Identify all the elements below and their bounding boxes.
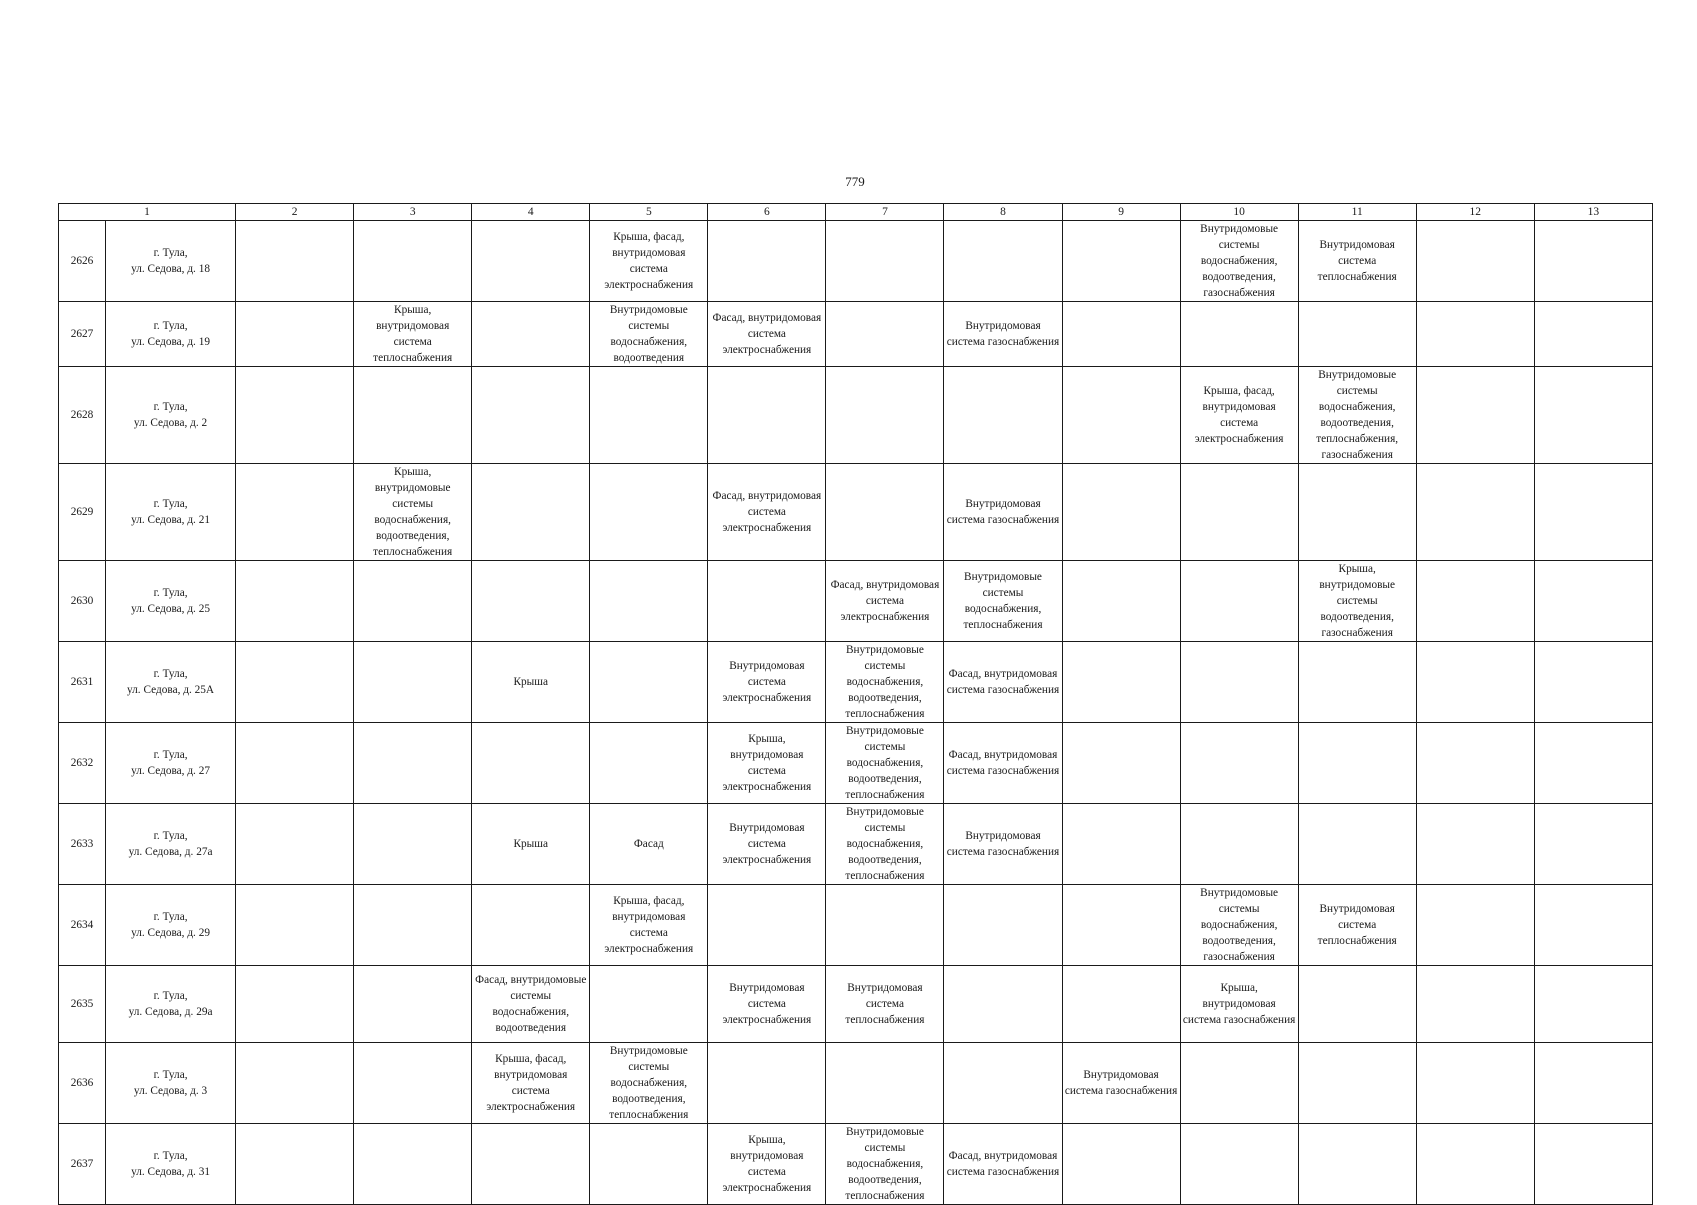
work-cell-col-3 (354, 1043, 472, 1124)
work-cell-col-3: Крыша, внутридомовая система теплоснабжения (354, 302, 472, 367)
work-cell-col-2 (236, 302, 354, 367)
address-street: ул. Седова, д. 18 (131, 263, 211, 275)
work-cell-col-5: Крыша, фасад, внутридомовая система электроснабжения (590, 221, 708, 302)
work-cell-col-9 (1062, 804, 1180, 885)
work-cell-col-4 (472, 1124, 590, 1205)
work-cell-col-2 (236, 642, 354, 723)
work-cell-col-5 (590, 642, 708, 723)
work-cell-col-13 (1534, 302, 1652, 367)
table-row (59, 804, 1653, 885)
work-cell-col-13 (1534, 221, 1652, 302)
work-cell-col-13 (1534, 561, 1652, 642)
address-city: г. Тула, (153, 1150, 188, 1162)
address-city: г. Тула, (153, 587, 188, 599)
address-cell (106, 1043, 236, 1124)
repair-schedule-table (58, 203, 1653, 1205)
work-cell-col-3 (354, 885, 472, 966)
work-cell-col-7 (826, 221, 944, 302)
row-number: 2628 (59, 367, 106, 464)
table-row (59, 642, 1653, 723)
address-city: г. Тула, (153, 830, 188, 842)
work-cell-col-11 (1298, 966, 1416, 1043)
address-cell (106, 561, 236, 642)
work-cell-col-6 (708, 221, 826, 302)
work-cell-col-7: Внутридомовые системы водоснабжения, водоотведения, теплоснабжения (826, 804, 944, 885)
address-city: г. Тула, (153, 668, 188, 680)
work-cell-col-7: Внутридомовые системы водоснабжения, водоотведения, теплоснабжения (826, 642, 944, 723)
work-cell-col-7: Внутридомовые системы водоснабжения, водоотведения, теплоснабжения (826, 1124, 944, 1205)
address-city: г. Тула, (153, 247, 188, 259)
work-cell-col-3 (354, 966, 472, 1043)
work-cell-col-8: Фасад, внутридомовая система газоснабжения (944, 642, 1062, 723)
address-street: ул. Седова, д. 29 (131, 927, 211, 939)
work-cell-col-6: Внутридомовая система электроснабжения (708, 804, 826, 885)
work-cell-col-12 (1416, 561, 1534, 642)
address-street: ул. Седова, д. 3 (133, 1085, 208, 1097)
work-cell-col-2 (236, 1043, 354, 1124)
row-number: 2627 (59, 302, 106, 367)
address-cell (106, 302, 236, 367)
column-header: 4 (472, 204, 590, 221)
work-cell-col-11 (1298, 804, 1416, 885)
work-cell-col-13 (1534, 367, 1652, 464)
column-number-row (59, 204, 1653, 221)
work-cell-col-11: Внутридомовая система теплоснабжения (1298, 885, 1416, 966)
work-cell-col-10 (1180, 1043, 1298, 1124)
work-cell-col-5 (590, 966, 708, 1043)
work-cell-col-6: Фасад, внутридомовая система электроснабжения (708, 302, 826, 367)
work-cell-col-2 (236, 885, 354, 966)
work-cell-col-11: Крыша, внутридомовые системы водоотведения, газоснабжения (1298, 561, 1416, 642)
work-cell-col-5 (590, 723, 708, 804)
work-cell-col-3 (354, 723, 472, 804)
table-body (59, 221, 1653, 1205)
work-cell-col-4 (472, 302, 590, 367)
address-street: ул. Седова, д. 31 (131, 1166, 211, 1178)
work-cell-col-11 (1298, 1124, 1416, 1205)
work-cell-col-9 (1062, 885, 1180, 966)
work-cell-col-6: Крыша, внутридомовая система электроснабжения (708, 723, 826, 804)
work-cell-col-10: Внутридомовые системы водоснабжения, водоотведения, газоснабжения (1180, 885, 1298, 966)
address-city: г. Тула, (153, 401, 188, 413)
work-cell-col-8: Внутридомовая система газоснабжения (944, 302, 1062, 367)
column-header: 13 (1534, 204, 1652, 221)
work-cell-col-12 (1416, 367, 1534, 464)
column-header: 6 (708, 204, 826, 221)
work-cell-col-5: Фасад (590, 804, 708, 885)
work-cell-col-4 (472, 561, 590, 642)
work-cell-col-2 (236, 367, 354, 464)
work-cell-col-9: Внутридомовая система газоснабжения (1062, 1043, 1180, 1124)
work-cell-col-2 (236, 804, 354, 885)
work-cell-col-3 (354, 1124, 472, 1205)
address-city: г. Тула, (153, 990, 188, 1002)
address-city: г. Тула, (153, 498, 188, 510)
address-cell (106, 1124, 236, 1205)
work-cell-col-3 (354, 804, 472, 885)
row-number: 2631 (59, 642, 106, 723)
work-cell-col-4: Крыша (472, 804, 590, 885)
column-header: 8 (944, 204, 1062, 221)
work-cell-col-12 (1416, 302, 1534, 367)
column-header: 1 (59, 204, 236, 221)
work-cell-col-5 (590, 464, 708, 561)
address-street: ул. Седова, д. 19 (131, 336, 211, 348)
work-cell-col-13 (1534, 1043, 1652, 1124)
work-cell-col-13 (1534, 804, 1652, 885)
work-cell-col-13 (1534, 723, 1652, 804)
work-cell-col-7 (826, 885, 944, 966)
work-cell-col-2 (236, 1124, 354, 1205)
work-cell-col-12 (1416, 642, 1534, 723)
address-street: ул. Седова, д. 21 (131, 514, 211, 526)
work-cell-col-3 (354, 561, 472, 642)
work-cell-col-11 (1298, 464, 1416, 561)
work-cell-col-12 (1416, 804, 1534, 885)
work-cell-col-3 (354, 367, 472, 464)
address-city: г. Тула, (153, 1069, 188, 1081)
address-street: ул. Седова, д. 27 (131, 765, 211, 777)
work-cell-col-8: Внутридомовая система газоснабжения (944, 464, 1062, 561)
work-cell-col-12 (1416, 1043, 1534, 1124)
table-row (59, 1124, 1653, 1205)
address-cell (106, 804, 236, 885)
work-cell-col-7 (826, 302, 944, 367)
address-street: ул. Седова, д. 2 (133, 417, 208, 429)
address-cell (106, 885, 236, 966)
work-cell-col-10 (1180, 1124, 1298, 1205)
work-cell-col-8: Внутридомовая система газоснабжения (944, 804, 1062, 885)
work-cell-col-8 (944, 367, 1062, 464)
work-cell-col-5 (590, 1124, 708, 1205)
table-row (59, 1043, 1653, 1124)
work-cell-col-2 (236, 464, 354, 561)
row-number: 2635 (59, 966, 106, 1043)
work-cell-col-4 (472, 367, 590, 464)
address-city: г. Тула, (153, 320, 188, 332)
work-cell-col-4: Фасад, внутридомовые системы водоснабжения, водоотведения (472, 966, 590, 1043)
work-cell-col-10 (1180, 302, 1298, 367)
work-cell-col-8: Внутридомовые системы водоснабжения, теплоснабжения (944, 561, 1062, 642)
column-header: 7 (826, 204, 944, 221)
work-cell-col-13 (1534, 966, 1652, 1043)
work-cell-col-11 (1298, 302, 1416, 367)
work-cell-col-10 (1180, 723, 1298, 804)
table-row (59, 464, 1653, 561)
work-cell-col-3: Крыша, внутридомовые системы водоснабжения, водоотведения, теплоснабжения (354, 464, 472, 561)
work-cell-col-4 (472, 723, 590, 804)
work-cell-col-8 (944, 885, 1062, 966)
column-header: 3 (354, 204, 472, 221)
work-cell-col-10 (1180, 642, 1298, 723)
work-cell-col-12 (1416, 885, 1534, 966)
address-street: ул. Седова, д. 27а (128, 846, 213, 858)
work-cell-col-7: Фасад, внутридомовая система электроснабжения (826, 561, 944, 642)
work-cell-col-10: Крыша, внутридомовая система газоснабжения (1180, 966, 1298, 1043)
work-cell-col-10 (1180, 561, 1298, 642)
work-cell-col-9 (1062, 367, 1180, 464)
address-cell (106, 966, 236, 1043)
table-row (59, 723, 1653, 804)
work-cell-col-7 (826, 367, 944, 464)
work-cell-col-6: Внутридомовая система электроснабжения (708, 966, 826, 1043)
address-street: ул. Седова, д. 25 (131, 603, 211, 615)
work-cell-col-6: Фасад, внутридомовая система электроснабжения (708, 464, 826, 561)
address-street: ул. Седова, д. 25А (127, 684, 215, 696)
work-cell-col-9 (1062, 966, 1180, 1043)
table-row (59, 367, 1653, 464)
work-cell-col-6 (708, 367, 826, 464)
row-number: 2632 (59, 723, 106, 804)
work-cell-col-6 (708, 1043, 826, 1124)
work-cell-col-6: Внутридомовая система электроснабжения (708, 642, 826, 723)
work-cell-col-13 (1534, 642, 1652, 723)
column-header: 9 (1062, 204, 1180, 221)
work-cell-col-12 (1416, 966, 1534, 1043)
work-cell-col-6 (708, 561, 826, 642)
work-cell-col-7: Внутридомовая система теплоснабжения (826, 966, 944, 1043)
work-cell-col-12 (1416, 1124, 1534, 1205)
column-header: 12 (1416, 204, 1534, 221)
work-cell-col-9 (1062, 302, 1180, 367)
work-cell-col-5: Внутридомовые системы водоснабжения, водоотведения, теплоснабжения (590, 1043, 708, 1124)
work-cell-col-3 (354, 642, 472, 723)
work-cell-col-12 (1416, 464, 1534, 561)
work-cell-col-9 (1062, 464, 1180, 561)
work-cell-col-4: Крыша (472, 642, 590, 723)
row-number: 2636 (59, 1043, 106, 1124)
address-city: г. Тула, (153, 911, 188, 923)
row-number: 2626 (59, 221, 106, 302)
address-cell (106, 642, 236, 723)
row-number: 2633 (59, 804, 106, 885)
work-cell-col-9 (1062, 723, 1180, 804)
work-cell-col-11: Внутридомовая система теплоснабжения (1298, 221, 1416, 302)
work-cell-col-5 (590, 561, 708, 642)
address-city: г. Тула, (153, 749, 188, 761)
work-cell-col-5: Крыша, фасад, внутридомовая система электроснабжения (590, 885, 708, 966)
work-cell-col-10 (1180, 464, 1298, 561)
table-row (59, 221, 1653, 302)
work-cell-col-13 (1534, 1124, 1652, 1205)
work-cell-col-4 (472, 464, 590, 561)
column-header: 11 (1298, 204, 1416, 221)
work-cell-col-9 (1062, 642, 1180, 723)
work-cell-col-11 (1298, 1043, 1416, 1124)
address-cell (106, 464, 236, 561)
row-number: 2637 (59, 1124, 106, 1205)
work-cell-col-4 (472, 885, 590, 966)
work-cell-col-13 (1534, 464, 1652, 561)
address-street: ул. Седова, д. 29а (128, 1006, 213, 1018)
work-cell-col-9 (1062, 1124, 1180, 1205)
work-cell-col-8 (944, 221, 1062, 302)
work-cell-col-11 (1298, 642, 1416, 723)
work-cell-col-6: Крыша, внутридомовая система электроснабжения (708, 1124, 826, 1205)
column-header: 10 (1180, 204, 1298, 221)
work-cell-col-10: Внутридомовые системы водоснабжения, водоотведения, газоснабжения (1180, 221, 1298, 302)
table-row (59, 966, 1653, 1043)
table-row (59, 561, 1653, 642)
column-header: 5 (590, 204, 708, 221)
work-cell-col-13 (1534, 885, 1652, 966)
work-cell-col-3 (354, 221, 472, 302)
row-number: 2629 (59, 464, 106, 561)
row-number: 2630 (59, 561, 106, 642)
address-cell (106, 723, 236, 804)
work-cell-col-2 (236, 561, 354, 642)
work-cell-col-12 (1416, 723, 1534, 804)
work-cell-col-8 (944, 1043, 1062, 1124)
work-cell-col-10 (1180, 804, 1298, 885)
work-cell-col-7 (826, 1043, 944, 1124)
page-number: 779 (845, 174, 865, 189)
row-number: 2634 (59, 885, 106, 966)
table-row (59, 302, 1653, 367)
work-cell-col-8: Фасад, внутридомовая система газоснабжения (944, 1124, 1062, 1205)
work-cell-col-9 (1062, 221, 1180, 302)
work-cell-col-11 (1298, 723, 1416, 804)
work-cell-col-11: Внутридомовые системы водоснабжения, водоотведения, теплоснабжения, газоснабжения (1298, 367, 1416, 464)
work-cell-col-12 (1416, 221, 1534, 302)
address-cell (106, 367, 236, 464)
work-cell-col-8: Фасад, внутридомовая система газоснабжения (944, 723, 1062, 804)
work-cell-col-4: Крыша, фасад, внутридомовая система электроснабжения (472, 1043, 590, 1124)
work-cell-col-5 (590, 367, 708, 464)
work-cell-col-2 (236, 221, 354, 302)
table-row (59, 885, 1653, 966)
work-cell-col-9 (1062, 561, 1180, 642)
work-cell-col-2 (236, 966, 354, 1043)
work-cell-col-6 (708, 885, 826, 966)
column-header: 2 (236, 204, 354, 221)
work-cell-col-10: Крыша, фасад, внутридомовая система электроснабжения (1180, 367, 1298, 464)
work-cell-col-7: Внутридомовые системы водоснабжения, водоотведения, теплоснабжения (826, 723, 944, 804)
work-cell-col-8 (944, 966, 1062, 1043)
address-cell (106, 221, 236, 302)
work-cell-col-4 (472, 221, 590, 302)
work-cell-col-5: Внутридомовые системы водоснабжения, водоотведения (590, 302, 708, 367)
work-cell-col-7 (826, 464, 944, 561)
work-cell-col-2 (236, 723, 354, 804)
